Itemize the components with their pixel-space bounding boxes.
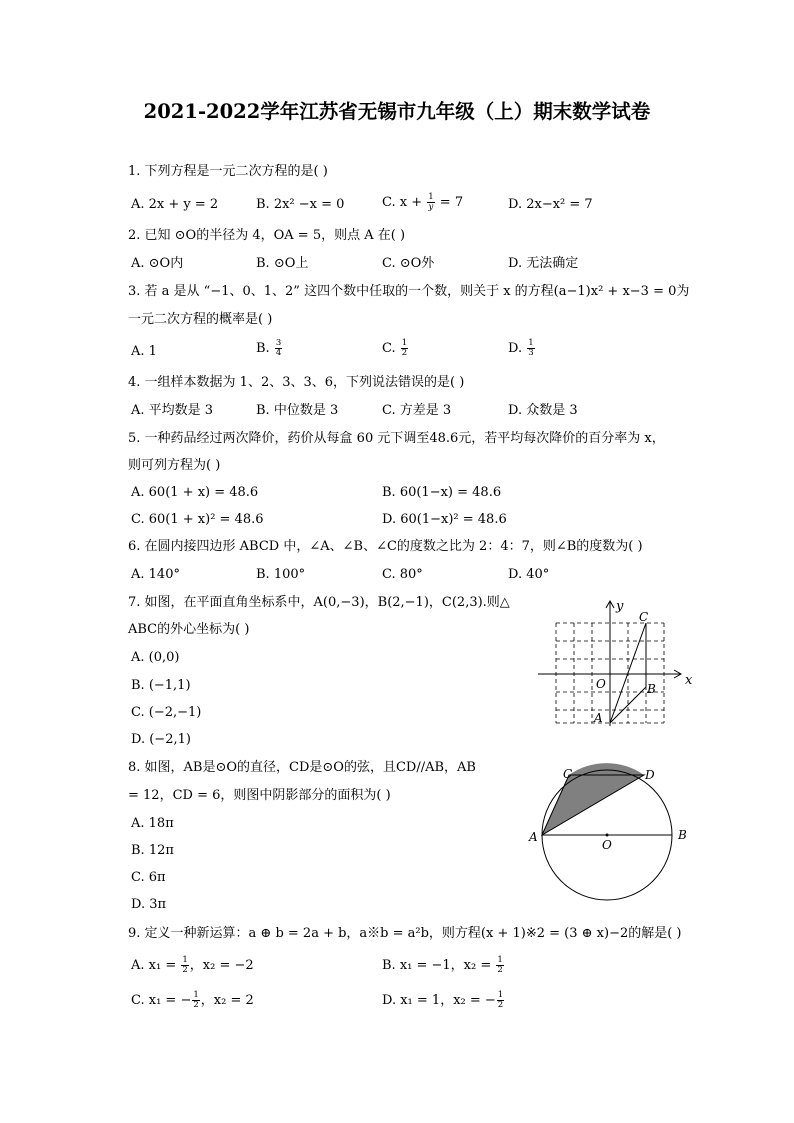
q9-option-d-prefix: D. x₁ = 1，x₂ = −	[382, 993, 496, 1008]
question-5-stem-line2: 则可列方程为( )	[128, 458, 221, 473]
center-point	[606, 834, 609, 837]
q3-option-b-fraction	[275, 339, 282, 358]
q9-option-d-fraction	[497, 991, 504, 1010]
q3-option-c-prefix: C.	[382, 341, 400, 356]
question-6-stem: 6. 在圆内接四边形 ABCD 中，∠A、∠B、∠C的度数之比为 2：4：7，则∠B的度数为( )	[128, 539, 643, 554]
q8-circle-figure	[525, 763, 695, 903]
y-axis-label: y	[616, 599, 624, 614]
fraction-numerator: 1	[497, 990, 504, 1000]
question-4-stem: 4. 一组样本数据为 1、2、3、3、6，下列说法错误的是( )	[128, 375, 465, 390]
q6-option-c: C. 80°	[382, 567, 423, 582]
point-b-label: B	[678, 828, 687, 842]
fraction-numerator: 1	[497, 955, 503, 965]
q7-coordinate-figure	[532, 598, 697, 732]
q1-option-c	[382, 193, 463, 212]
q1-option-c-suffix: = 7	[435, 195, 464, 210]
q7-option-d: D. (−2,1)	[131, 732, 191, 747]
q2-option-c: C. ⊙O外	[382, 256, 435, 271]
q9-option-c-suffix: ，x₂ = 2	[200, 993, 254, 1008]
origin-label: O	[596, 677, 606, 691]
q3-option-c	[382, 339, 409, 358]
q9-option-d	[382, 991, 505, 1010]
q3-option-b	[256, 339, 283, 358]
q9-option-b-prefix: B. x₁ = −1，x₂ =	[382, 958, 496, 973]
q7-option-a: A. (0,0)	[131, 650, 180, 665]
q4-option-c: C. 方差是 3	[382, 403, 452, 418]
fraction-denominator: 3	[528, 348, 534, 358]
q9-option-c-prefix: C. x₁ = −	[131, 993, 192, 1008]
q9-option-b	[382, 956, 505, 975]
q1-option-c-fraction	[427, 193, 434, 212]
fraction-numerator: 1	[401, 338, 408, 348]
q8-option-a: A. 18π	[131, 816, 174, 831]
q9-option-c	[131, 991, 254, 1010]
x-axis-label: x	[685, 673, 693, 688]
question-1-stem: 1. 下列方程是一元二次方程的是( )	[128, 164, 328, 179]
fraction-denominator: 2	[193, 1000, 199, 1010]
q5-option-d: D. 60(1−x)² = 48.6	[382, 512, 507, 527]
point-b-label: B	[647, 682, 656, 696]
question-8-stem-line1: 8. 如图，AB是⊙O的直径，CD是⊙O的弦，且CD//AB，AB	[128, 760, 476, 775]
fraction-denominator: 2	[497, 1000, 504, 1010]
shaded-segment	[569, 763, 644, 775]
page-title: 2021-2022学年江苏省无锡市九年级（上）期末数学试卷	[143, 100, 651, 123]
point-d-label: D	[645, 768, 655, 782]
q1-option-a: A. 2x + y = 2	[131, 197, 219, 212]
question-2-stem: 2. 已知 ⊙O的半径为 4，OA = 5，则点 A 在( )	[128, 228, 406, 243]
q5-option-b: B. 60(1−x) = 48.6	[382, 485, 502, 500]
point-a-label: A	[594, 711, 603, 725]
fraction-numerator: 3	[275, 338, 282, 348]
question-7-stem-line2: ABC的外心坐标为( )	[128, 622, 250, 637]
question-7-stem-line1: 7. 如图，在平面直角坐标系中，A(0,−3)，B(2,−1)，C(2,3).则△	[128, 595, 510, 610]
q7-option-c: C. (−2,−1)	[131, 705, 202, 720]
q1-option-c-prefix: C. x +	[382, 195, 427, 210]
question-3-stem-line1: 3. 若 a 是从 “−1、0、1、2” 这四个数中任取的一个数，则关于 x 的方程(a−1)x² + x−3 = 0为	[128, 284, 690, 299]
q9-option-a	[131, 956, 254, 975]
question-3-stem-line2: 一元二次方程的概率是( )	[128, 312, 273, 327]
q4-option-b: B. 中位数是 3	[256, 403, 339, 418]
q9-option-a-suffix: ，x₂ = −2	[189, 958, 254, 973]
q3-option-d-prefix: D.	[508, 341, 527, 356]
fraction-numerator: 1	[193, 990, 199, 1000]
fraction-numerator: 1	[428, 192, 434, 202]
fraction-denominator: 2	[401, 348, 408, 358]
q1-option-d: D. 2x−x² = 7	[508, 197, 593, 212]
q1-option-b: B. 2x² −x = 0	[256, 197, 345, 212]
q3-option-d	[508, 339, 536, 358]
q6-option-a: A. 140°	[131, 567, 180, 582]
q2-option-d: D. 无法确定	[508, 256, 579, 271]
q9-option-a-prefix: A. x₁ =	[131, 958, 181, 973]
fraction-denominator: 4	[275, 348, 282, 358]
q2-option-a: A. ⊙O内	[131, 256, 184, 271]
q7-option-b: B. (−1,1)	[131, 678, 191, 693]
q9-option-b-fraction	[496, 956, 503, 975]
q8-option-d: D. 3π	[131, 897, 167, 912]
q3-option-a: A. 1	[131, 344, 157, 359]
question-5-stem-line1: 5. 一种药品经过两次降价，药价从每盒 60 元下调至48.6元，若平均每次降价的百分率为 x，	[128, 431, 665, 446]
q9-option-c-fraction	[192, 991, 199, 1010]
point-c-label: C	[563, 767, 573, 781]
q2-option-b: B. ⊙O上	[256, 256, 309, 271]
q6-option-d: D. 40°	[508, 567, 550, 582]
point-a-label: A	[529, 830, 538, 844]
fraction-numerator: 1	[528, 338, 534, 348]
q8-option-c: C. 6π	[131, 870, 166, 885]
fraction-denominator: 2	[497, 965, 503, 975]
q3-option-c-fraction	[401, 339, 408, 358]
question-9-stem: 9. 定义一种新运算：a ⊕ b = 2a + b，a※b = a²b，则方程(x + 1)※2 = (3 ⊕ x)−2的解是( )	[128, 926, 682, 941]
q3-option-d-fraction	[527, 339, 534, 358]
q6-option-b: B. 100°	[256, 567, 306, 582]
axes	[538, 601, 681, 726]
q5-option-c: C. 60(1 + x)² = 48.6	[131, 512, 264, 527]
q8-option-b: B. 12π	[131, 843, 174, 858]
q9-option-a-fraction	[181, 956, 188, 975]
q3-option-b-prefix: B.	[256, 341, 274, 356]
center-label: O	[602, 838, 612, 852]
fraction-denominator: y	[428, 202, 434, 212]
q4-option-d: D. 众数是 3	[508, 403, 578, 418]
q5-option-a: A. 60(1 + x) = 48.6	[131, 485, 259, 500]
fraction-denominator: 2	[182, 965, 188, 975]
question-8-stem-line2: = 12，CD = 6，则图中阴影部分的面积为( )	[128, 788, 391, 803]
point-c-label: C	[639, 610, 649, 624]
shaded-triangle	[542, 775, 644, 835]
fraction-numerator: 1	[182, 955, 188, 965]
q4-option-a: A. 平均数是 3	[131, 403, 214, 418]
